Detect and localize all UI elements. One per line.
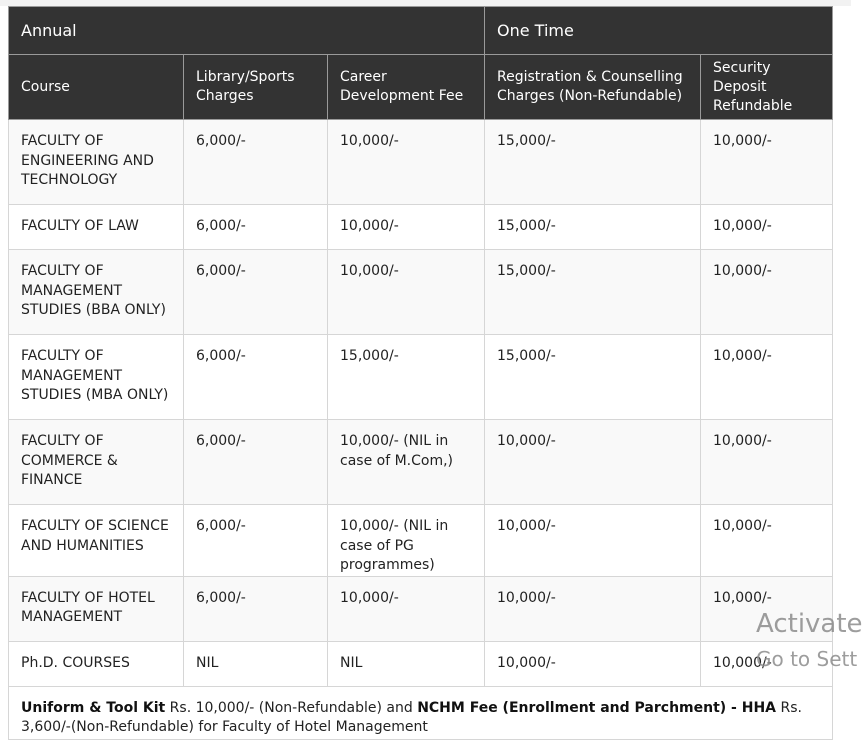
registration-cell: 10,000/- [485,641,701,686]
activation-watermark-title: Activate [756,609,863,639]
career-cell: 10,000/- [328,250,485,335]
column-header-course: Course [9,55,184,120]
table-row [9,641,833,686]
registration-cell: 15,000/- [485,120,701,205]
footnote-row [9,686,833,739]
career-cell: 10,000/- [328,120,485,205]
footnote-cell [9,686,833,739]
library-cell: 6,000/- [184,205,328,250]
course-cell: FACULTY OF HOTEL MANAGEMENT [9,576,184,641]
registration-cell: 10,000/- [485,505,701,577]
footnote-nchm-text: Rs. 3,600/-(Non-Refundable) for Faculty of Hotel Management [21,699,802,735]
column-header-career: Career Development Fee [328,55,485,120]
registration-cell: 10,000/- [485,420,701,505]
course-cell: FACULTY OF MANAGEMENT STUDIES (MBA ONLY) [9,335,184,420]
table-row [9,250,833,335]
security-cell: 10,000/- [701,250,833,335]
course-cell: FACULTY OF COMMERCE & FINANCE [9,420,184,505]
group-header-annual: Annual [9,7,485,55]
library-cell: 6,000/- [184,120,328,205]
column-header-row [9,55,833,120]
career-cell: 10,000/- (NIL in case of M.Com,) [328,420,485,505]
activation-watermark-subtitle: Go to Sett [756,647,858,671]
table-row [9,120,833,205]
table-row [9,505,833,577]
column-header-security: Security Deposit Refundable [701,55,833,120]
course-cell: FACULTY OF SCIENCE AND HUMANITIES [9,505,184,577]
column-header-library: Library/Sports Charges [184,55,328,120]
security-cell: 10,000/- [701,420,833,505]
fee-table [8,6,833,740]
course-cell: FACULTY OF LAW [9,205,184,250]
course-cell: FACULTY OF MANAGEMENT STUDIES (BBA ONLY) [9,250,184,335]
footnote-uniform-label: Uniform & Tool Kit [21,699,166,716]
security-cell: 10,000/- [701,576,833,641]
registration-cell: 10,000/- [485,576,701,641]
table-row [9,576,833,641]
security-cell: 10,000/- [701,335,833,420]
registration-cell: 15,000/- [485,205,701,250]
course-cell: Ph.D. COURSES [9,641,184,686]
library-cell: 6,000/- [184,420,328,505]
footnote-uniform-text: Rs. 10,000/- (Non-Refundable) and [165,699,418,716]
career-cell: 10,000/- [328,576,485,641]
column-header-registration: Registration & Counselling Charges (Non-Refundable) [485,55,701,120]
table-row [9,420,833,505]
career-cell: 10,000/- [328,205,485,250]
group-header-one-time: One Time [485,7,833,55]
career-cell: 10,000/- (NIL in case of PG programmes) [328,505,485,577]
library-cell: 6,000/- [184,250,328,335]
group-header-row [9,7,833,55]
table-row [9,205,833,250]
library-cell: 6,000/- [184,505,328,577]
career-cell: NIL [328,641,485,686]
security-cell: 10,000/- [701,120,833,205]
security-cell: 10,000/- [701,641,833,686]
security-cell: 10,000/- [701,505,833,577]
table-row [9,335,833,420]
registration-cell: 15,000/- [485,335,701,420]
security-cell: 10,000/- [701,205,833,250]
career-cell: 15,000/- [328,335,485,420]
library-cell: NIL [184,641,328,686]
library-cell: 6,000/- [184,576,328,641]
course-cell: FACULTY OF ENGINEERING AND TECHNOLOGY [9,120,184,205]
footnote-nchm-label: NCHM Fee (Enrollment and Parchment) - HHA [417,699,777,716]
registration-cell: 15,000/- [485,250,701,335]
library-cell: 6,000/- [184,335,328,420]
